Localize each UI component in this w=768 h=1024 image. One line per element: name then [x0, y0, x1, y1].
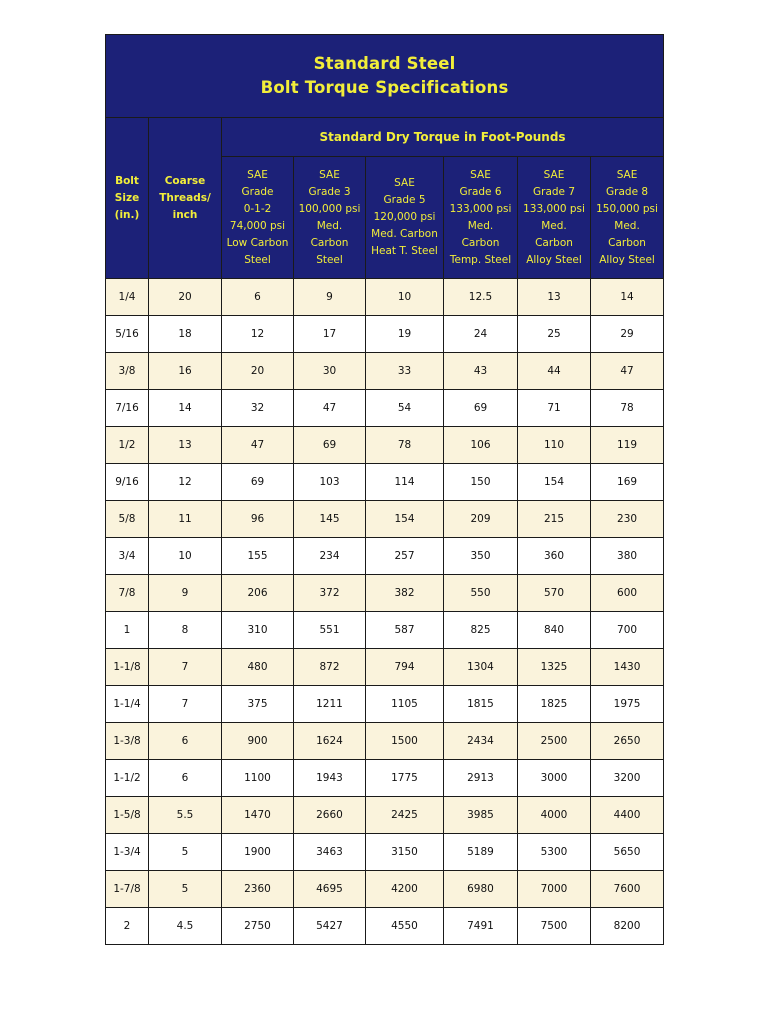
- torque-cell: 2425: [366, 797, 444, 834]
- threads-cell: 5: [149, 871, 222, 908]
- torque-cell: 382: [366, 575, 444, 612]
- table-row: [106, 575, 664, 612]
- side-header-line: (in.): [114, 208, 140, 221]
- grade-header-line: Carbon: [608, 236, 646, 249]
- table-row: [106, 723, 664, 760]
- torque-cell: 372: [294, 575, 366, 612]
- table-row: [106, 427, 664, 464]
- torque-cell: 71: [518, 390, 591, 427]
- torque-cell: 1624: [294, 723, 366, 760]
- torque-cell: 10: [366, 279, 444, 316]
- bolt-size-cell: 1/4: [106, 279, 149, 316]
- grade-header-line: Carbon: [535, 236, 573, 249]
- grade-header-line: 0-1-2: [243, 202, 272, 215]
- grade-header-line: Carbon: [461, 236, 500, 249]
- threads-cell: 6: [149, 723, 222, 760]
- torque-cell: 1304: [444, 649, 518, 686]
- torque-cell: 155: [222, 538, 294, 575]
- torque-cell: 2500: [518, 723, 591, 760]
- torque-cell: 25: [518, 316, 591, 353]
- grade-header-line: 74,000 psi: [229, 219, 286, 232]
- table-row: [106, 871, 664, 908]
- side-header-line: inch: [172, 208, 198, 221]
- grade-header-line: SAE: [616, 168, 638, 181]
- torque-cell: 24: [444, 316, 518, 353]
- torque-cell: 30: [294, 353, 366, 390]
- torque-cell: 4000: [518, 797, 591, 834]
- table-row: [106, 797, 664, 834]
- torque-cell: 1900: [222, 834, 294, 871]
- torque-cell: 17: [294, 316, 366, 353]
- torque-table: [105, 34, 664, 945]
- table-row: [106, 760, 664, 797]
- torque-cell: 2660: [294, 797, 366, 834]
- bolt-size-cell: 2: [106, 908, 149, 945]
- side-header-line: Bolt: [115, 174, 139, 187]
- grade-header-line: Med.: [467, 219, 494, 232]
- bolt-size-cell: 7/16: [106, 390, 149, 427]
- torque-cell: 69: [444, 390, 518, 427]
- grade-header-line: Med.: [316, 219, 343, 232]
- torque-cell: 1325: [518, 649, 591, 686]
- torque-cell: 9: [294, 279, 366, 316]
- torque-cell: 794: [366, 649, 444, 686]
- torque-cell: 700: [591, 612, 664, 649]
- bolt-size-cell: 3/8: [106, 353, 149, 390]
- torque-cell: 12: [222, 316, 294, 353]
- torque-cell: 13: [518, 279, 591, 316]
- torque-cell: 47: [294, 390, 366, 427]
- torque-cell: 169: [591, 464, 664, 501]
- bolt-size-cell: 1-3/4: [106, 834, 149, 871]
- torque-cell: 1100: [222, 760, 294, 797]
- torque-cell: 380: [591, 538, 664, 575]
- torque-cell: 360: [518, 538, 591, 575]
- threads-cell: 5: [149, 834, 222, 871]
- grade-header-1: [222, 157, 294, 279]
- torque-cell: 480: [222, 649, 294, 686]
- torque-cell: 600: [591, 575, 664, 612]
- torque-cell: 7491: [444, 908, 518, 945]
- grade-header-line: 150,000 psi: [596, 202, 658, 215]
- torque-cell: 69: [222, 464, 294, 501]
- torque-cell: 1825: [518, 686, 591, 723]
- threads-cell: 6: [149, 760, 222, 797]
- table-row: [106, 686, 664, 723]
- torque-cell: 19: [366, 316, 444, 353]
- torque-cell: 900: [222, 723, 294, 760]
- torque-cell: 4550: [366, 908, 444, 945]
- grade-header-line: Low Carbon: [226, 236, 289, 249]
- grade-header-3: [366, 157, 444, 279]
- torque-cell: 2913: [444, 760, 518, 797]
- torque-cell: 2360: [222, 871, 294, 908]
- torque-cell: 7500: [518, 908, 591, 945]
- grade-header-line: Grade 7: [532, 185, 576, 198]
- torque-cell: 5300: [518, 834, 591, 871]
- grade-header-5: [518, 157, 591, 279]
- grade-header-line: Med.: [541, 219, 567, 232]
- torque-cell: 78: [366, 427, 444, 464]
- torque-cell: 44: [518, 353, 591, 390]
- torque-cell: 33: [366, 353, 444, 390]
- table-body: [106, 279, 664, 945]
- torque-cell: 5189: [444, 834, 518, 871]
- torque-cell: 234: [294, 538, 366, 575]
- bolt-size-cell: 7/8: [106, 575, 149, 612]
- torque-cell: 3463: [294, 834, 366, 871]
- torque-cell: 310: [222, 612, 294, 649]
- torque-cell: 103: [294, 464, 366, 501]
- grade-header-line: Steel: [244, 253, 271, 266]
- torque-cell: 5650: [591, 834, 664, 871]
- torque-cell: 1775: [366, 760, 444, 797]
- torque-cell: 47: [591, 353, 664, 390]
- torque-cell: 1470: [222, 797, 294, 834]
- table-row: [106, 390, 664, 427]
- threads-cell: 10: [149, 538, 222, 575]
- torque-cell: 145: [294, 501, 366, 538]
- side-header-line: Threads/: [159, 191, 211, 204]
- grade-header-line: Alloy Steel: [599, 253, 655, 266]
- bolt-size-cell: 5/8: [106, 501, 149, 538]
- torque-cell: 840: [518, 612, 591, 649]
- threads-cell: 18: [149, 316, 222, 353]
- grade-header-line: SAE: [543, 168, 565, 181]
- threads-cell: 16: [149, 353, 222, 390]
- threads-cell: 9: [149, 575, 222, 612]
- table-title: [106, 35, 664, 118]
- torque-cell: 1500: [366, 723, 444, 760]
- grade-header-line: Grade 8: [606, 185, 649, 198]
- table-row: [106, 279, 664, 316]
- grade-header-4: [444, 157, 518, 279]
- torque-cell: 154: [366, 501, 444, 538]
- bolt-size-cell: 9/16: [106, 464, 149, 501]
- threads-cell: 5.5: [149, 797, 222, 834]
- torque-cell: 154: [518, 464, 591, 501]
- torque-cell: 20: [222, 353, 294, 390]
- grade-header-line: SAE: [394, 177, 415, 189]
- title-line-2: Bolt Torque Specifications: [260, 78, 509, 97]
- bolt-size-cell: 3/4: [106, 538, 149, 575]
- torque-cell: 114: [366, 464, 444, 501]
- torque-cell: 43: [444, 353, 518, 390]
- torque-cell: 3150: [366, 834, 444, 871]
- torque-cell: 551: [294, 612, 366, 649]
- grade-header-line: Carbon: [310, 236, 349, 249]
- torque-cell: 32: [222, 390, 294, 427]
- torque-cell: 47: [222, 427, 294, 464]
- torque-cell: 14: [591, 279, 664, 316]
- torque-cell: 7600: [591, 871, 664, 908]
- torque-cell: 209: [444, 501, 518, 538]
- grade-header-line: Grade 6: [459, 185, 502, 198]
- torque-cell: 2750: [222, 908, 294, 945]
- torque-cell: 78: [591, 390, 664, 427]
- threads-cell: 12: [149, 464, 222, 501]
- grade-header-line: Heat T. Steel: [371, 245, 438, 257]
- table-row: [106, 908, 664, 945]
- torque-cell: 8200: [591, 908, 664, 945]
- grade-header-line: Alloy Steel: [526, 253, 582, 266]
- torque-cell: 4400: [591, 797, 664, 834]
- grade-header-line: Med.: [614, 219, 640, 232]
- threads-cell: 4.5: [149, 908, 222, 945]
- threads-cell: 7: [149, 686, 222, 723]
- table-row: [106, 834, 664, 871]
- bolt-size-cell: 1-1/8: [106, 649, 149, 686]
- torque-cell: 3200: [591, 760, 664, 797]
- torque-cell: 230: [591, 501, 664, 538]
- torque-cell: 587: [366, 612, 444, 649]
- torque-cell: 2434: [444, 723, 518, 760]
- threads-cell: 8: [149, 612, 222, 649]
- side-header-line: Coarse: [164, 174, 206, 187]
- torque-cell: 872: [294, 649, 366, 686]
- bolt-size-cell: 1-7/8: [106, 871, 149, 908]
- torque-cell: 206: [222, 575, 294, 612]
- grade-header-2: [294, 157, 366, 279]
- side-header-line: Size: [114, 191, 140, 204]
- torque-cell: 257: [366, 538, 444, 575]
- dry-torque-group-header: Standard Dry Torque in Foot-Pounds: [222, 118, 664, 157]
- torque-cell: 6: [222, 279, 294, 316]
- bolt-size-cell: 1-5/8: [106, 797, 149, 834]
- torque-cell: 3000: [518, 760, 591, 797]
- torque-cell: 1815: [444, 686, 518, 723]
- torque-cell: 1943: [294, 760, 366, 797]
- threads-cell: 11: [149, 501, 222, 538]
- bolt-size-cell: 1-3/8: [106, 723, 149, 760]
- torque-cell: 3985: [444, 797, 518, 834]
- bolt-size-cell: 1-1/4: [106, 686, 149, 723]
- threads-cell: 20: [149, 279, 222, 316]
- torque-cell: 1430: [591, 649, 664, 686]
- torque-cell: 825: [444, 612, 518, 649]
- grade-header-line: SAE: [247, 168, 268, 181]
- bolt-size-cell: 5/16: [106, 316, 149, 353]
- grade-header-line: SAE: [470, 168, 491, 181]
- table-row: [106, 649, 664, 686]
- torque-cell: 1975: [591, 686, 664, 723]
- torque-cell: 54: [366, 390, 444, 427]
- torque-cell: 350: [444, 538, 518, 575]
- grade-header-line: 120,000 psi: [373, 211, 436, 223]
- torque-cell: 29: [591, 316, 664, 353]
- torque-cell: 5427: [294, 908, 366, 945]
- torque-cell: 12.5: [444, 279, 518, 316]
- table-row: [106, 353, 664, 390]
- torque-cell: 1105: [366, 686, 444, 723]
- title-line-1: Standard Steel: [313, 54, 456, 73]
- grade-header-line: 133,000 psi: [523, 202, 585, 215]
- torque-cell: 119: [591, 427, 664, 464]
- torque-cell: 4200: [366, 871, 444, 908]
- grade-header-line: Med. Carbon: [371, 228, 438, 240]
- torque-cell: 2650: [591, 723, 664, 760]
- grade-header-6: [591, 157, 664, 279]
- grade-header-line: SAE: [319, 168, 340, 181]
- grade-header-line: Grade 5: [383, 194, 426, 206]
- grade-header-line: Steel: [316, 253, 343, 266]
- bolt-size-cell: 1/2: [106, 427, 149, 464]
- table-row: [106, 316, 664, 353]
- grade-header-line: Grade 3: [308, 185, 351, 198]
- torque-cell: 570: [518, 575, 591, 612]
- bolt-size-header: [106, 118, 149, 279]
- torque-cell: 96: [222, 501, 294, 538]
- torque-cell: 375: [222, 686, 294, 723]
- torque-cell: 106: [444, 427, 518, 464]
- torque-cell: 4695: [294, 871, 366, 908]
- grade-header-line: 100,000 psi: [298, 202, 361, 215]
- torque-cell: 6980: [444, 871, 518, 908]
- torque-cell: 69: [294, 427, 366, 464]
- grade-header-line: 133,000 psi: [449, 202, 512, 215]
- table-row: [106, 501, 664, 538]
- grade-header-line: Temp. Steel: [449, 253, 512, 266]
- bolt-size-cell: 1: [106, 612, 149, 649]
- torque-cell: 550: [444, 575, 518, 612]
- threads-header: [149, 118, 222, 279]
- bolt-size-cell: 1-1/2: [106, 760, 149, 797]
- table-row: [106, 538, 664, 575]
- torque-cell: 7000: [518, 871, 591, 908]
- threads-cell: 7: [149, 649, 222, 686]
- threads-cell: 13: [149, 427, 222, 464]
- table-row: [106, 464, 664, 501]
- torque-cell: 150: [444, 464, 518, 501]
- grade-header-line: Grade: [241, 185, 274, 198]
- table-row: [106, 612, 664, 649]
- torque-cell: 110: [518, 427, 591, 464]
- torque-cell: 1211: [294, 686, 366, 723]
- threads-cell: 14: [149, 390, 222, 427]
- torque-cell: 215: [518, 501, 591, 538]
